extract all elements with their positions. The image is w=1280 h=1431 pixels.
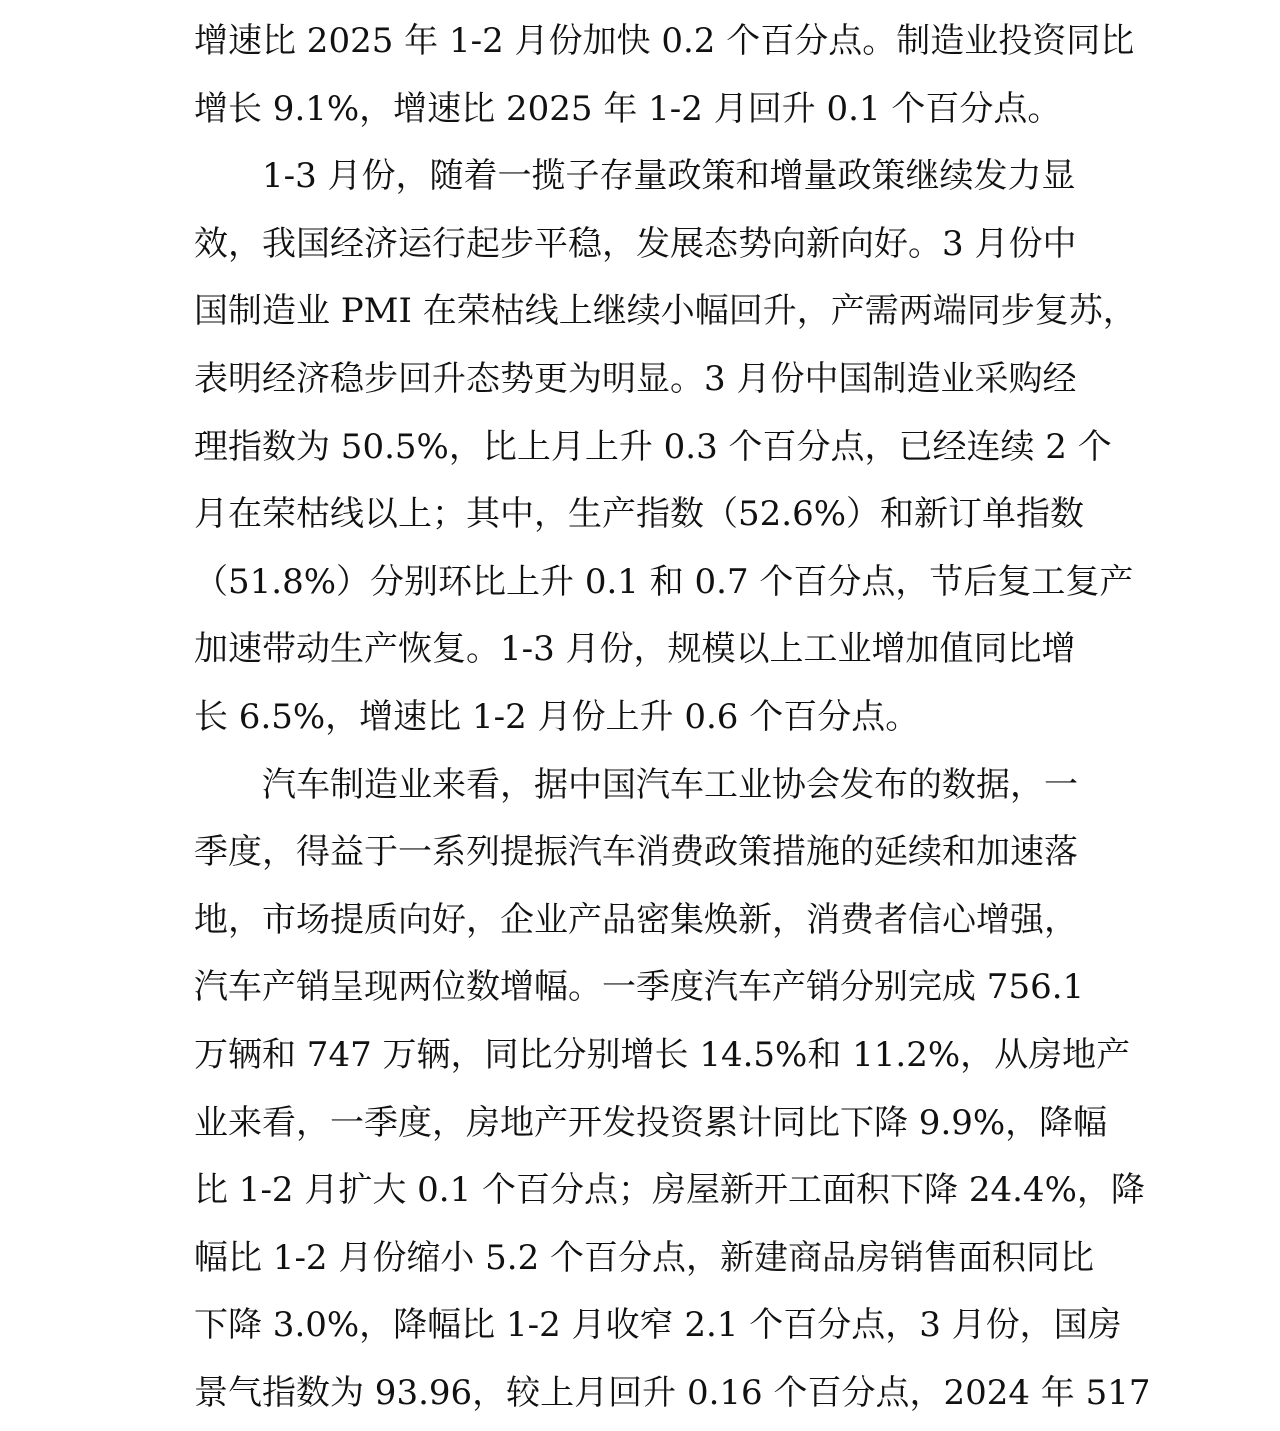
text-line: 幅比 1-2 月份缩小 5.2 个百分点，新建商品房销售面积同比	[194, 1237, 1095, 1278]
text-line: 景气指数为 93.96，较上月回升 0.16 个百分点，2024 年 517	[194, 1372, 1151, 1413]
text-line: 万辆和 747 万辆，同比分别增长 14.5%和 11.2%，从房地产	[194, 1034, 1131, 1075]
text-line: 增长 9.1%，增速比 2025 年 1-2 月回升 0.1 个百分点。	[194, 88, 1062, 129]
text-line: 比 1-2 月扩大 0.1 个百分点；房屋新开工面积下降 24.4%，降	[194, 1170, 1145, 1211]
text-line: 汽车产销呈现两位数增幅。一季度汽车产销分别完成 756.1	[194, 967, 1085, 1008]
text-line: 季度，得益于一系列提振汽车消费政策措施的延续和加速落	[194, 832, 1078, 873]
text-line: 加速带动生产恢复。1-3 月份，规模以上工业增加值同比增	[194, 629, 1076, 670]
text-line: （51.8%）分别环比上升 0.1 和 0.7 个百分点，节后复工复产	[194, 561, 1134, 602]
paragraph-3	[194, 752, 1151, 1428]
text-line: 表明经济稳步回升态势更为明显。3 月份中国制造业采购经	[194, 358, 1077, 399]
text-line: 地，市场提质向好，企业产品密集焕新，消费者信心增强，	[194, 899, 1078, 940]
text-line: 国制造业 PMI 在荣枯线上继续小幅回升，产需两端同步复苏，	[194, 291, 1137, 332]
text-line: 理指数为 50.5%，比上月上升 0.3 个百分点，已经连续 2 个	[194, 426, 1112, 467]
document-body	[194, 8, 1151, 1427]
paragraph-1	[194, 8, 1135, 143]
text-line: 业来看，一季度，房地产开发投资累计同比下降 9.9%，降幅	[194, 1102, 1108, 1143]
text-line: 长 6.5%，增速比 1-2 月份上升 0.6 个百分点。	[194, 696, 920, 737]
paragraph-2	[194, 143, 1137, 751]
text-line: 增速比 2025 年 1-2 月份加快 0.2 个百分点。制造业投资同比	[194, 21, 1135, 61]
text-line: 1-3 月份，随着一揽子存量政策和增量政策继续发力显	[262, 156, 1076, 197]
text-line: 月在荣枯线以上；其中，生产指数（52.6%）和新订单指数	[194, 494, 1085, 535]
text-line: 下降 3.0%，降幅比 1-2 月收窄 2.1 个百分点，3 月份，国房	[194, 1305, 1122, 1346]
text-line: 汽车制造业来看，据中国汽车工业协会发布的数据，一	[262, 764, 1078, 805]
text-line: 效，我国经济运行起步平稳，发展态势向新向好。3 月份中	[194, 223, 1077, 264]
